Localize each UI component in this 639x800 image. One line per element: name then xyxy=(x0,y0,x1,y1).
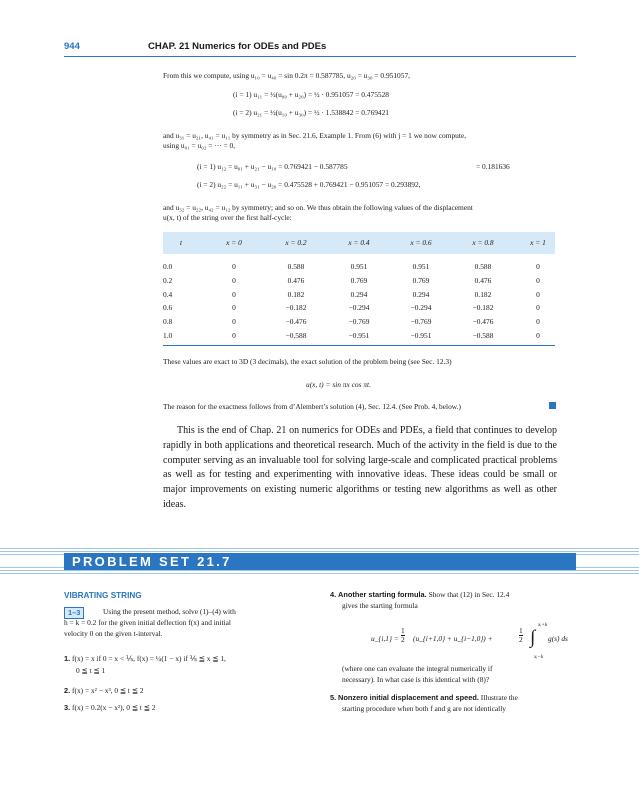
table-header-x08: x = 0.8 xyxy=(472,238,494,247)
table-cell: 0 xyxy=(232,262,236,271)
equation-u22: (i = 2) u₂₂ = u₁₁ + u₃₁ − u₂₀ = 0.475528 + 0.769421 − 0.951057 = 0.293892, xyxy=(197,180,421,189)
table-cell: 0.951 xyxy=(350,262,368,271)
equation-u12-result: = 0.181636 xyxy=(476,162,510,171)
table-cell: 0 xyxy=(536,262,540,271)
table-cell: 0 xyxy=(536,289,540,299)
problem-4 xyxy=(330,590,509,601)
intro-line-3: using u₀₁ = u₀₂ = ··· = 0, xyxy=(163,141,236,150)
problem-range-box: 1–3 xyxy=(64,607,84,619)
problem-4-formula xyxy=(371,622,581,660)
table-cell: 0.476 xyxy=(287,275,305,285)
table-cell: 0 xyxy=(536,317,540,327)
intro-line-4: and u₃₂ = u₂₂, u₄₂ = u₁₂ by symmetry; and so on. We thus obtain the following values of the displacement xyxy=(163,203,473,212)
table-cell: −0.294 xyxy=(410,303,432,313)
table-header-x0: x = 0 xyxy=(226,238,242,247)
table-cell: −0.951 xyxy=(410,331,432,340)
table-cell: −0.769 xyxy=(348,317,370,327)
problem-2-text: f(x) = x² − x³, 0 ≦ t ≦ 2 xyxy=(72,686,144,695)
table-cell: 0.182 xyxy=(474,289,492,299)
table-cell: 0.294 xyxy=(412,289,430,299)
table-header-t: t xyxy=(179,238,183,247)
problem-4-number: 4. xyxy=(330,590,337,599)
problem-5-text-a: Illustrate the xyxy=(480,693,518,702)
problem-4-text-b: gives the starting formula xyxy=(342,601,418,610)
problem-4-text-d: necessary). In what case is this identical with (8)? xyxy=(342,675,490,684)
problem-5-number: 5. xyxy=(330,693,337,702)
table-cell: 0.294 xyxy=(350,289,368,299)
equation-u21: (i = 2) u₂₁ = ½(u₁₀ + u₃₀) = ½ · 1.538842 = 0.769421 xyxy=(233,108,389,117)
table-cell: 0 xyxy=(536,331,540,340)
table-cell-t: 0.2 xyxy=(163,275,173,285)
table-header-row xyxy=(163,232,555,254)
table-cell: 0.951 xyxy=(412,262,430,271)
problem-set-title: PROBLEM SET 21.7 xyxy=(72,554,232,569)
problem-1-number: 1. xyxy=(64,654,71,663)
after-table-line-1: These values are exact to 3D (3 decimals), the exact solution of the problem being (see Sec. 12.3) xyxy=(163,357,452,366)
problem-3 xyxy=(64,703,156,714)
instructions-line-3: velocity 0 on the given t-interval. xyxy=(64,629,163,638)
header-rule xyxy=(64,56,576,57)
instructions-line-1: Using the present method, solve (1)–(4) with xyxy=(103,607,236,616)
table-cell: 0.769 xyxy=(412,275,430,285)
table-cell: −0.588 xyxy=(285,331,307,340)
intro-line-5: u(x, t) of the string over the first half-cycle: xyxy=(163,213,292,222)
table-cell: 0.769 xyxy=(350,275,368,285)
equation-u11: (i = 1) u₁₁ = ½(u₀₀ + u₂₀) = ½ · 0.951057 = 0.475528 xyxy=(233,90,389,99)
table-cell-t: 1.0 xyxy=(163,331,173,340)
problem-5-title: Nonzero initial displacement and speed. xyxy=(338,693,479,702)
table-cell: −0.476 xyxy=(472,317,494,327)
table-cell: 0 xyxy=(232,303,236,313)
table-cell: −0.294 xyxy=(348,303,370,313)
problem-4-text-c: (where one can evaluate the integral numerically if xyxy=(342,664,493,673)
instructions-line-2: h = k = 0.2 for the given initial deflection f(x) and initial xyxy=(64,618,231,627)
problem-2 xyxy=(64,686,144,697)
table-cell: −0.769 xyxy=(410,317,432,327)
problem-4-text-a: Show that (12) in Sec. 12.4 xyxy=(428,590,510,599)
formula-half-1-num: 1 xyxy=(401,626,405,635)
table-cell: 0 xyxy=(536,303,540,313)
table-cell-t: 0.8 xyxy=(163,317,173,327)
formula-lhs: u_{i,1} = xyxy=(371,634,399,643)
problem-2-number: 2. xyxy=(64,686,71,695)
section-heading: VIBRATING STRING xyxy=(64,591,142,600)
problem-5 xyxy=(330,693,518,704)
after-table-line-2: The reason for the exactness follows from d’Alembert’s solution (4), Sec. 12.4. (See Prob. 4, below.) xyxy=(163,402,461,411)
table-cell: 0 xyxy=(232,331,236,340)
formula-half-1-den: 2 xyxy=(401,635,405,644)
intro-line-1: From this we compute, using u₁₀ = u₄₀ = sin 0.2π = 0.587785, u₂₀ = u₃₀ = 0.951057, xyxy=(163,71,410,80)
problem-1 xyxy=(64,654,226,665)
table-cell: 0.588 xyxy=(474,262,492,271)
equation-u12: (i = 1) u₁₂ = u₀₁ + u₂₁ − u₁₀ = 0.769421 − 0.587785 xyxy=(197,162,348,171)
integrand: g(s) ds xyxy=(548,634,568,643)
end-of-example-square xyxy=(549,402,556,409)
table-header-x06: x = 0.6 xyxy=(410,238,432,247)
table-header-x1: x = 1 xyxy=(530,238,546,247)
table-header-x02: x = 0.2 xyxy=(285,238,307,247)
integral-sign: ∫ xyxy=(530,627,536,648)
problem-4-title: Another starting formula. xyxy=(338,590,427,599)
table-cell: −0.182 xyxy=(472,303,494,313)
table-cell: 0.182 xyxy=(287,289,305,299)
table-cell-t: 0.6 xyxy=(163,303,173,313)
formula-half-2 xyxy=(519,627,523,644)
formula-half-1 xyxy=(401,627,405,644)
chapter-closing-paragraph: This is the end of Chap. 21 on numerics for ODEs and PDEs, a field that continues to develop rapidly in both applications and theoretical research. Much of the activity in the field is due to the computer serving as an invaluable tool for solving large-scale and complicated practical problems as well as for testing and experimenting with innovative ideas. These ideas could be small or major improvements on existing numeric algorithms or testing new algorithms as well as other ideas. xyxy=(163,425,557,510)
problem-1-text-a: f(x) = x if 0 = x < ⅕, f(x) = ¼(1 − x) if ⅕ ≦ x ≦ 1, xyxy=(72,654,226,663)
table-cell: 0 xyxy=(232,275,236,285)
page-number: 944 xyxy=(64,41,80,52)
table-cell: 0 xyxy=(536,275,540,285)
exact-solution: u(x, t) = sin πx cos πt. xyxy=(306,380,371,389)
formula-half-2-den: 2 xyxy=(519,635,523,644)
table-cell-t: 0.4 xyxy=(163,289,173,299)
table-cell: −0.476 xyxy=(285,317,307,327)
table-cell: 0.476 xyxy=(474,275,492,285)
table-cell: 0 xyxy=(232,289,236,299)
chapter-title: CHAP. 21 Numerics for ODEs and PDEs xyxy=(148,41,327,52)
problem-5-text-b: starting procedure when both f and g are not identically xyxy=(342,704,506,713)
table-header-x04: x = 0.4 xyxy=(348,238,370,247)
table-cell: 0.588 xyxy=(287,262,305,271)
table-bottom-rule xyxy=(163,345,555,346)
table-cell: −0.588 xyxy=(472,331,494,340)
table-cell: −0.951 xyxy=(348,331,370,340)
problem-3-number: 3. xyxy=(64,703,71,712)
formula-mid: (u_{i+1,0} + u_{i−1,0}) + xyxy=(413,634,493,643)
integral-lower-limit: xᵢ−k xyxy=(534,654,544,660)
problem-1-text-b: 0 ≦ t ≦ 1 xyxy=(76,666,106,675)
displacement-table xyxy=(163,232,555,340)
integral-upper-limit: xᵢ+k xyxy=(538,622,548,628)
table-cell: 0 xyxy=(232,317,236,327)
table-cell-t: 0.0 xyxy=(163,262,173,271)
table-cell: −0.182 xyxy=(285,303,307,313)
formula-half-2-num: 1 xyxy=(519,626,523,635)
problem-3-text: f(x) = 0.2(x − x²), 0 ≦ t ≦ 2 xyxy=(72,703,156,712)
intro-line-2: and u₃₁ = u₂₁, u₄₁ = u₁₁ by symmetry as in Sec. 21.6, Example 1. From (6) with j = 1 we now compute, xyxy=(163,131,467,140)
